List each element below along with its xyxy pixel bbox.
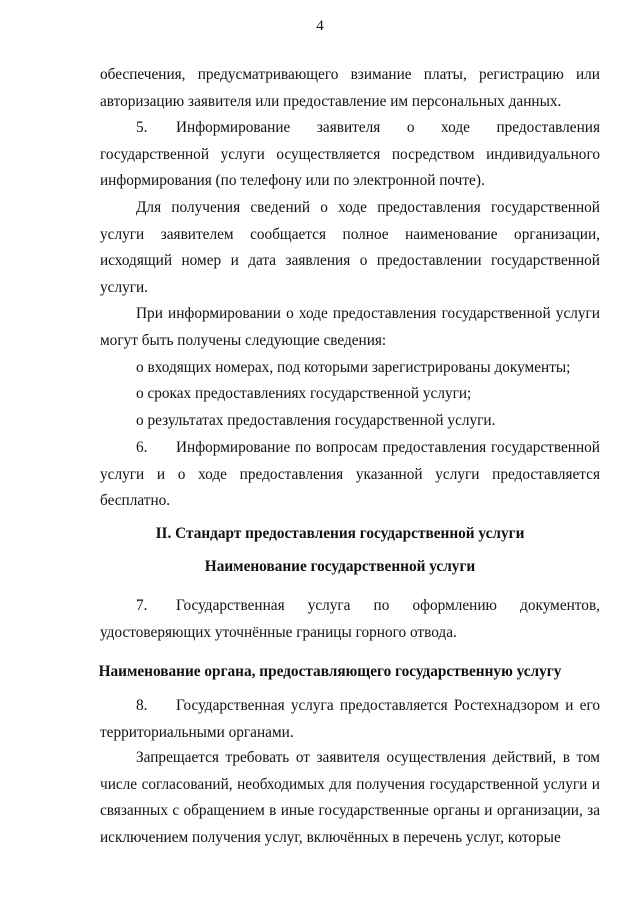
page-number: 4 [316,18,324,34]
item-text: Государственная услуга по оформлению документов, удостоверяющих уточнённые границы горного отвода. [100,597,600,641]
paragraph-intro: обеспечения, предусматривающего взимание платы, регистрацию или авторизацию заявителя или предоставление им персональных данных. [100,66,600,110]
paragraph-info-details: При информировании о ходе предоставления государственной услуги могут быть получены следующие сведения: [100,305,600,349]
heading-service-name: Наименование государственной услуги [204,558,476,575]
paragraph-prohibition: Запрещается требовать от заявителя осуществления действий, в том числе согласований, необходимых для получения государственной услуги и связанных с обращением в иные государственные органы и организации, за исключением получения услуг, включённых в перечень услуг, которые [100,749,600,847]
item-text: Информирование по вопросам предоставления государственной услуги и о ходе предоставления указанной услуги предоставляется бесплатно. [100,439,600,510]
list-item: о входящих номерах, под которыми зарегистрированы документы; [136,359,571,376]
item-number: 7. [136,597,148,614]
item-number: 6. [136,439,148,456]
list-item: о сроках предоставлениях государственной услуги; [136,385,472,402]
list-item: о результатах предоставления государственной услуги. [136,412,496,429]
heading-service-authority: Наименование органа, предоставляющего государственную услугу [98,663,562,680]
item-text: Государственная услуга предоставляется Ростехнадзором и его территориальными органами. [100,697,600,741]
paragraph-item-5 [100,115,600,195]
item-number: 5. [136,119,148,136]
section-title: II. Стандарт предоставления государственной услуги [155,525,525,542]
paragraph-info-request: Для получения сведений о ходе предоставления государственной услуги заявителем сообщается полное наименование организации, исходящий номер и дата заявления о предоставлении государственной услуги. [100,199,600,297]
item-text: Информирование заявителя о ходе предоставления государственной услуги осуществляется посредством индивидуального информирования (по телефону или по электронной почте). [100,119,600,190]
item-number: 8. [136,697,148,714]
paragraph-item-8 [100,693,600,746]
paragraph-item-7 [100,593,600,646]
paragraph-item-6 [100,435,600,515]
